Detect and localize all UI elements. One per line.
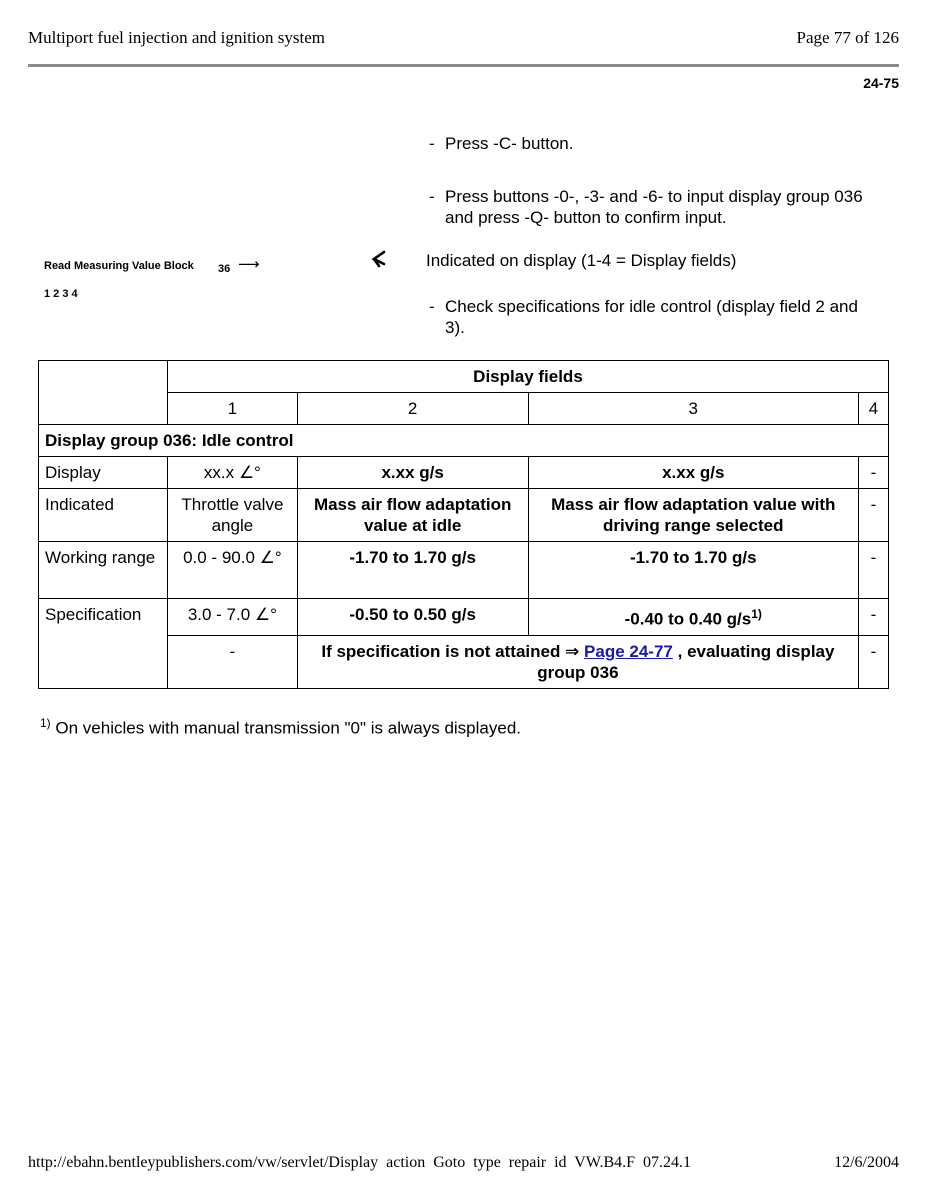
step-check-spec <box>429 296 869 338</box>
step-dash: - <box>429 187 435 206</box>
spec-note-text: If specification is not attained ⇒ <box>321 641 580 661</box>
row-label: Display <box>39 457 168 489</box>
field-number-1: 1 <box>167 393 297 425</box>
footnote-text: On vehicles with manual transmission "0" is always displayed. <box>55 718 522 738</box>
field-2-value: -1.70 to 1.70 g/s <box>297 542 528 599</box>
document-title: Multiport fuel injection and ignition system <box>28 28 325 47</box>
field-1-value: Throttle valve angle <box>167 489 297 542</box>
display-panel-title: Read Measuring Value Block <box>44 260 194 272</box>
indicated-text: Indicated on display (1-4 = Display fields) <box>426 251 737 270</box>
group-title: Display group 036: Idle control <box>39 425 889 457</box>
field-3-text: -0.40 to 0.40 g/s <box>624 609 752 629</box>
field-4-value: - <box>859 635 889 688</box>
field-1-value: 3.0 - 7.0 ∠° <box>167 599 297 636</box>
footer-url: http://ebahn.bentleypublishers.com/vw/servlet/Display action Goto type repair id VW.B4.F 07.24.1 <box>28 1154 692 1171</box>
footnote-ref: 1) <box>751 607 762 621</box>
section-code: 24-75 <box>863 75 899 91</box>
step-dash: - <box>429 134 435 153</box>
field-number-4: 4 <box>859 393 889 425</box>
field-1-value: 0.0 - 90.0 ∠° <box>167 542 297 599</box>
footnote <box>40 716 521 739</box>
row-label: Specification <box>39 599 168 689</box>
field-2-value: -0.50 to 0.50 g/s <box>297 599 528 636</box>
page-number: Page 77 of 126 <box>796 28 899 47</box>
field-3-value <box>528 599 858 636</box>
field-4-value: - <box>859 457 889 489</box>
field-3-value: x.xx g/s <box>528 457 858 489</box>
spec-note-cell <box>297 635 858 688</box>
row-label: Working range <box>39 542 168 599</box>
field-2-value: x.xx g/s <box>297 457 528 489</box>
field-4-value: - <box>859 542 889 599</box>
table-row <box>39 457 889 489</box>
row-label: Indicated <box>39 489 168 542</box>
table-row <box>39 599 889 636</box>
table-corner-cell <box>39 361 168 425</box>
step-dash: - <box>429 297 435 316</box>
step-text: Check specifications for idle control (display field 2 and 3). <box>445 297 858 337</box>
field-1-value: xx.x ∠° <box>167 457 297 489</box>
display-fields-header: Display fields <box>167 361 888 393</box>
field-2-value: Mass air flow adaptation value at idle <box>297 489 528 542</box>
table-row <box>39 489 889 542</box>
page-24-77-link[interactable]: Page 24-77 <box>584 641 673 661</box>
step-press-buttons <box>429 186 869 228</box>
step-press-c <box>429 133 869 154</box>
table-header-row <box>39 361 889 393</box>
field-3-value: Mass air flow adaptation value with driving range selected <box>528 489 858 542</box>
field-4-value: - <box>859 489 889 542</box>
step-text: Press -C- button. <box>445 134 574 153</box>
step-text: Press buttons -0-, -3- and -6- to input display group 036 and press -Q- button to confirm input. <box>445 187 863 227</box>
spec-table <box>38 360 889 689</box>
table-row <box>39 542 889 599</box>
footnote-mark: 1) <box>40 716 51 730</box>
group-title-row <box>39 425 889 457</box>
field-number-3: 3 <box>528 393 858 425</box>
field-4-value: - <box>859 599 889 636</box>
field-3-value: -1.70 to 1.70 g/s <box>528 542 858 599</box>
display-panel-fields: 1 2 3 4 <box>44 288 78 300</box>
display-panel-group: 36 <box>218 263 231 275</box>
spec-note-suffix: , evaluating display group 036 <box>537 641 835 682</box>
field-number-2: 2 <box>297 393 528 425</box>
field-1-value: - <box>167 635 297 688</box>
check-arrow-icon <box>370 250 388 274</box>
header-rule <box>28 64 899 67</box>
footer-date: 12/6/2004 <box>834 1154 899 1171</box>
right-arrow-icon: ⟶ <box>238 256 260 273</box>
